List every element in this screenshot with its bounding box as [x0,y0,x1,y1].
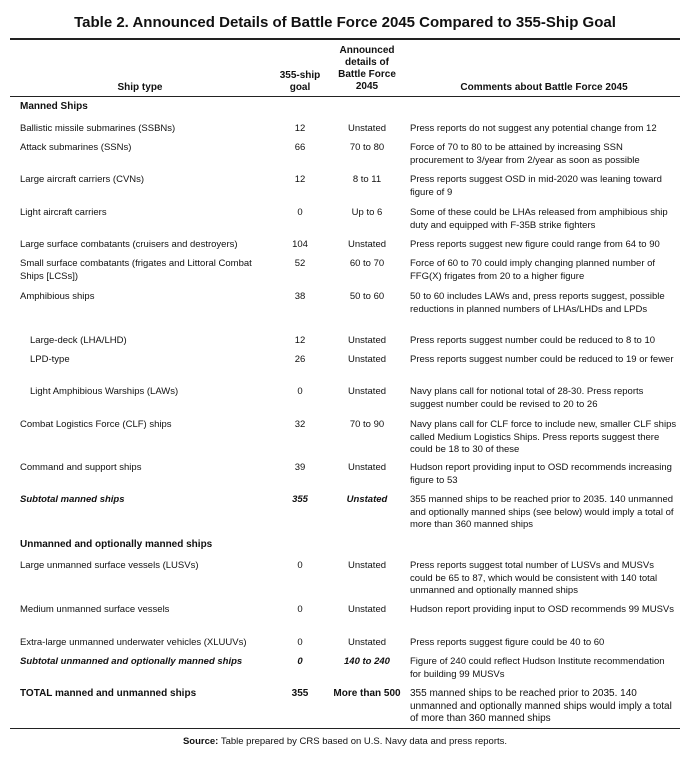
source-note [0,736,690,747]
source-text: Table prepared by CRS based on U.S. Navy data and press reports. [220,736,508,747]
top-rule [10,38,680,40]
header-ship-type: Ship type [117,82,163,93]
document-page: Table 2. Announced Details of Battle Force 2045 Compared to 355-Ship Goal Ship type 355-ship goal Announced details of Battle Force 2045 Comments about Battle Force 2045 Manned Ships Ballistic missile submarines (SSBNs) 12 Unstated Press reports do not suggest any potential change from 12 Attack submarines (SSNs) 66 70 to 80 Force of 70 to 80 to be attained by increasing SSN procurement to 3/year from 2/year as soon as possible Large aircraft carriers (CVNs) 12 8 to 11 Press reports suggest OSD in mid-2020 was leaning toward figure of 9 Light aircraft carriers 0 Up to 6 Some of these could be LHAs released from amphibious ship duty and equipped with F-35B strike fighters Large surface combatants (cruisers and destroyers) 104 Unstated Press reports suggest new figure could range from 64 to 90 Small surface combatants (frigates and Littoral Combat Ships [LCSs]) 52 60 to 70 Force of 60 to 70 could imply changing planned number of FFG(X) frigates from 20 to a higher figure Amphibious ships 38 50 to 60 50 to 60 includes LAWs and, press reports suggest, possible reductions in planned numbers of LHAs/LHDs and LPDs Large-deck (LHA/LHD) 12 Unstated Press reports suggest number could be reduced to 8 to 10 LPD-type 26 Unstated Press reports suggest number could be reduced to 19 or fewer Light Amphibious Warships (LAWs) 0 Unstated Navy plans call for notional total of 28-30. Press reports suggest number could be revised to 20 to 26 Combat Logistics Force (CLF) ships 32 70 to 90 Navy plans call for CLF force to include new, smaller CLF ships called Medium Logistics Ships. Press reports suggest there could be 18 to 30 of these Command and support ships 39 Unstated Hudson report providing input to OSD recommends increasing figure to 53 Subtotal manned ships 355 Unstated 355 manned ships to be reached prior to 2035. 140 unmanned and optionally manned ships (see below) would imply a total of more than 360 manned ships Unmanned and optionally manned ships Large unmanned surface vessels (LUSVs) 0 Unstated Press reports suggest total number of LUSVs and MUSVs could be 65 to 87, which would be consistent with 140 total unmanned and optionally manned ships Medium unmanned surface vessels 0 Unstated Hudson report providing input to OSD recommends 99 MUSVs Extra-large unmanned underwater vehicles (XLUUVs) 0 Unstated Press reports suggest figure could be 40 to 60 Subtotal unmanned and optionally manned ships 0 140 to 240 Figure of 240 could reflect Hudson Institute recommendation for building 99 MUSVs TOTAL manned and unmanned ships 355 More than 500 355 manned ships to be reached prior to 2035. 140 unmanned and optionally manned ships would imply a total of more than 360 manned ships Source: Table prepared by CRS based on U.S. Navy data and press reports. [0,0,690,778]
source-label: Source: [182,736,219,747]
bottom-rule [10,728,680,729]
header-goal: 355-ship goal [279,70,321,93]
header-comments: Comments about Battle Force 2045 [460,82,628,93]
table-title: Table 2. Announced Details of Battle Force 2045 Compared to 355-Ship Goal [74,14,616,31]
header-rule [10,96,680,97]
header-announced: Announced details of Battle Force 2045 [338,45,396,92]
